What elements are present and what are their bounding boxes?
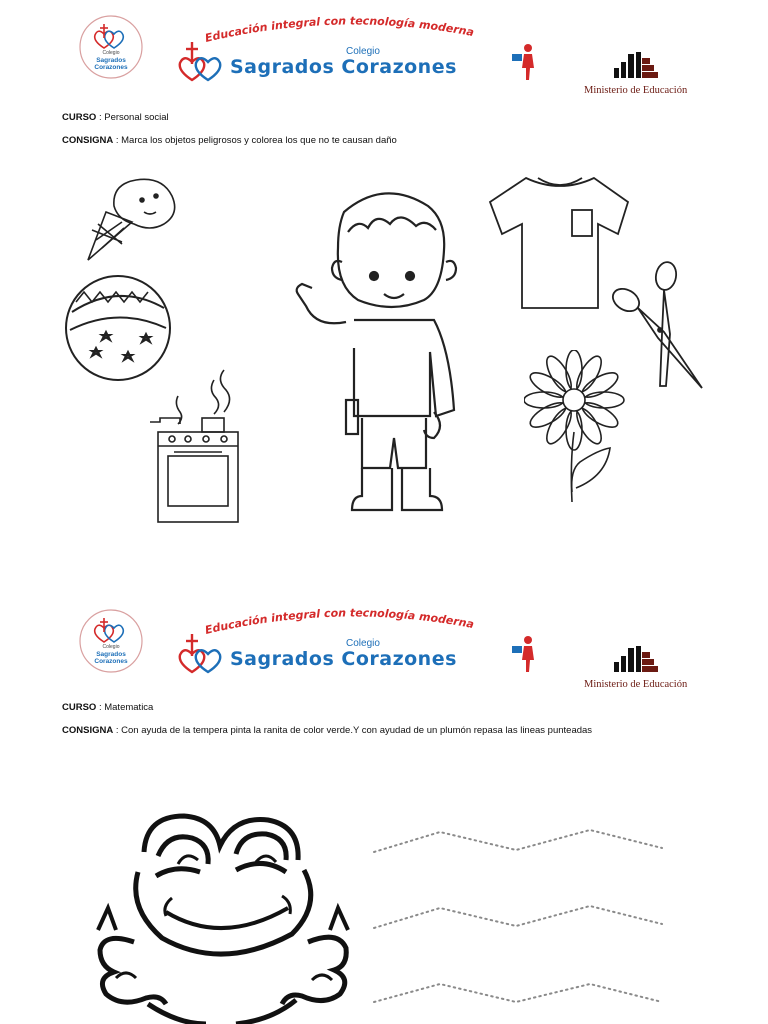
tracing-lines bbox=[370, 824, 670, 1024]
ice-cream-drawing bbox=[84, 168, 194, 268]
worksheet-matematica bbox=[0, 600, 768, 1024]
stove-drawing bbox=[144, 360, 244, 526]
dotted-line-2 bbox=[374, 906, 662, 928]
instruction-line: CONSIGNA : Con ayuda de la tempera pinta la ranita de color verde.Y con ayudad de un plumón repasa las lineas punteadas bbox=[62, 725, 593, 736]
instruction-label: CONSIGNA bbox=[62, 725, 114, 736]
seal-text-mid: Sagrados bbox=[96, 651, 126, 658]
ministry-logo bbox=[584, 640, 714, 690]
school-prefix: Colegio bbox=[346, 638, 380, 649]
ministry-logo bbox=[584, 46, 714, 96]
seal-text-top: Colegio bbox=[102, 50, 120, 56]
frog-drawing bbox=[86, 812, 356, 1024]
ministry-bars-icon bbox=[584, 640, 714, 674]
svg-text:Educación integral con tecnolo bbox=[204, 14, 475, 44]
boy-drawing bbox=[286, 172, 472, 518]
heart-logo-icon bbox=[180, 634, 221, 672]
seal-text-mid: Sagrados bbox=[96, 57, 126, 64]
ministry-bars-icon bbox=[584, 46, 714, 80]
school-banner bbox=[178, 604, 540, 682]
course-line: CURSO : Personal social bbox=[62, 112, 169, 123]
course-line: CURSO : Matematica bbox=[62, 702, 154, 713]
course-value: Matematica bbox=[104, 702, 154, 713]
seal-text-top: Colegio bbox=[102, 644, 120, 650]
flower-drawing bbox=[524, 350, 628, 506]
svg-text:Educación integral con tecnolo bbox=[204, 606, 475, 636]
seal-text-bottom: Corazones bbox=[94, 658, 128, 665]
heart-logo-icon bbox=[180, 42, 221, 80]
dotted-line-3 bbox=[374, 984, 662, 1002]
school-prefix: Colegio bbox=[346, 46, 380, 57]
instruction-value: Marca los objetos peligrosos y colorea los que no te causan daño bbox=[121, 135, 397, 146]
ministry-name: Ministerio de Educación bbox=[584, 85, 688, 96]
dotted-line-1 bbox=[374, 830, 662, 852]
slogan-text: Educación integral con tecnología moderna bbox=[203, 14, 476, 45]
course-label: CURSO bbox=[62, 702, 97, 713]
seal-label bbox=[78, 50, 144, 71]
school-name: Sagrados Corazones bbox=[230, 648, 457, 670]
school-name: Sagrados Corazones bbox=[230, 56, 457, 78]
seal-label bbox=[78, 644, 144, 665]
school-banner bbox=[178, 12, 540, 90]
seal-text-bottom: Corazones bbox=[94, 64, 128, 71]
instruction-line: CONSIGNA : Marca los objetos peligrosos y colorea los que no te causan daño bbox=[62, 135, 397, 146]
slogan-text: Educación integral con tecnología moderna bbox=[203, 606, 476, 637]
student-laptop-icon bbox=[512, 44, 534, 80]
ministry-name: Ministerio de Educación bbox=[584, 679, 688, 690]
student-laptop-icon bbox=[512, 636, 534, 672]
instruction-value: Con ayuda de la tempera pinta la ranita de color verde.Y con ayudad de un plumón repasa las lineas punteadas bbox=[121, 725, 593, 736]
instruction-label: CONSIGNA bbox=[62, 135, 114, 146]
course-value: Personal social bbox=[104, 112, 169, 123]
course-label: CURSO bbox=[62, 112, 97, 123]
